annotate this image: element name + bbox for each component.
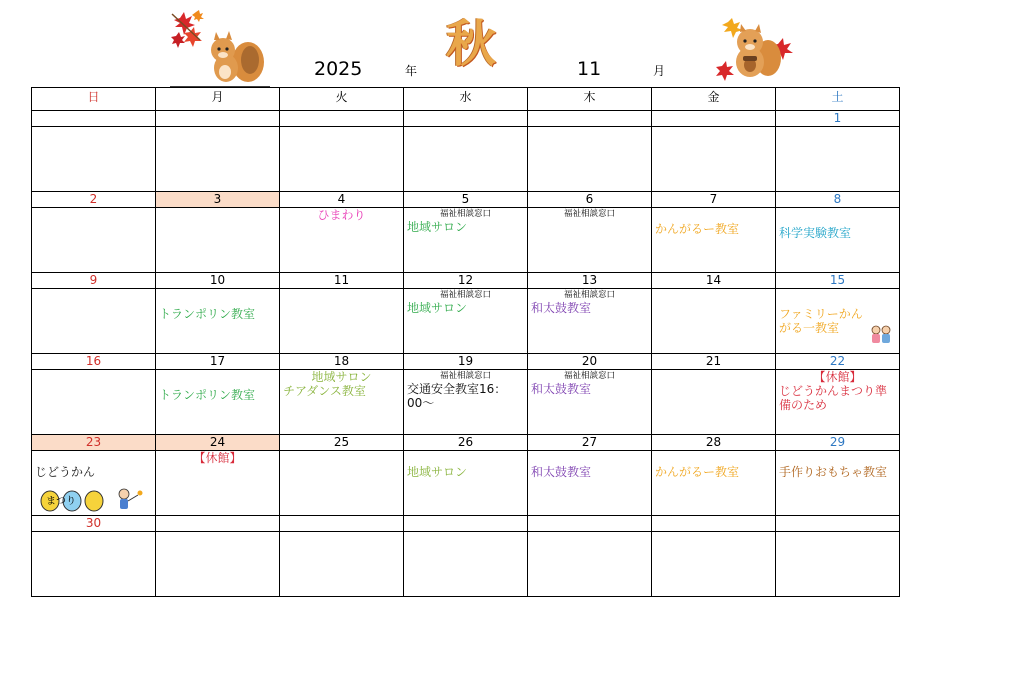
event-trampoline-class: トランポリン教室: [159, 388, 256, 402]
weekday-thursday: 木: [528, 88, 652, 111]
day-number: 7: [652, 192, 776, 208]
day-number: 10: [156, 273, 280, 289]
day-number: 13: [528, 273, 652, 289]
festival-lantern-illustration: [38, 487, 146, 516]
day-number: 22: [776, 354, 900, 370]
event-row: [32, 127, 900, 192]
day-number: [156, 111, 280, 127]
day-number: 11: [280, 273, 404, 289]
day-cell: [404, 127, 528, 192]
day-cell: [776, 127, 900, 192]
festival-label: まつり: [46, 496, 76, 507]
day-cell: [652, 289, 776, 354]
event-community-salon: 地域サロン: [407, 465, 468, 479]
weekday-sunday: 日: [32, 88, 156, 111]
event-trampoline-class: トランポリン教室: [159, 307, 256, 321]
day-cell: [528, 208, 652, 273]
day-number: 26: [404, 435, 528, 451]
day-cell: [528, 451, 652, 516]
day-cell: [156, 370, 280, 435]
event-taiko-class: 和太鼓教室: [531, 382, 592, 396]
day-cell: [156, 289, 280, 354]
event-row: [32, 208, 900, 273]
day-cell: [156, 127, 280, 192]
date-row: [32, 435, 900, 451]
day-number: 30: [32, 516, 156, 532]
day-number: 21: [652, 354, 776, 370]
day-number: [652, 516, 776, 532]
event-taiko-class: 和太鼓教室: [531, 301, 592, 315]
day-cell: [652, 451, 776, 516]
day-cell: [404, 208, 528, 273]
day-number: 6: [528, 192, 652, 208]
date-row: [32, 192, 900, 208]
day-number: 14: [652, 273, 776, 289]
event-row: [32, 289, 900, 354]
calendar-year: 2025: [314, 58, 363, 80]
event-community-salon: 地域サロン: [407, 220, 468, 234]
day-cell: [32, 208, 156, 273]
day-cell: [776, 208, 900, 273]
day-number: 15: [776, 273, 900, 289]
day-cell: [32, 451, 156, 516]
date-row: [32, 354, 900, 370]
day-number: [528, 111, 652, 127]
closed-notice: 【休館】: [813, 370, 862, 384]
closed-notice: 【休館】: [193, 451, 242, 465]
day-cell: [280, 289, 404, 354]
event-row: [32, 370, 900, 435]
squirrel-illustration: [170, 10, 270, 92]
event-row: [32, 532, 900, 597]
closed-reason: じどうかんまつり準備のため: [779, 384, 888, 412]
day-number: [652, 111, 776, 127]
day-number: 29: [776, 435, 900, 451]
day-number-holiday: 24: [156, 435, 280, 451]
event-kangaroo-class: かんがるー教室: [655, 222, 740, 236]
day-cell: [32, 127, 156, 192]
event-welfare-consultation: 福祉相談窓口: [439, 209, 491, 219]
day-number: [404, 516, 528, 532]
weekday-saturday: 土: [776, 88, 900, 111]
day-number: [528, 516, 652, 532]
weekday-monday: 月: [156, 88, 280, 111]
event-kangaroo-class: かんがるー教室: [655, 465, 740, 479]
day-cell: [156, 451, 280, 516]
day-cell: [528, 289, 652, 354]
day-number: [32, 111, 156, 127]
date-row: [32, 273, 900, 289]
day-number: [776, 516, 900, 532]
event-community-salon: 地域サロン: [311, 370, 372, 384]
day-cell: [32, 370, 156, 435]
day-number: 12: [404, 273, 528, 289]
day-cell: [156, 208, 280, 273]
weekday-header-row: [32, 88, 900, 111]
event-taiko-class: 和太鼓教室: [531, 465, 592, 479]
squirrel-acorn-illustration: [716, 18, 794, 86]
day-number: 28: [652, 435, 776, 451]
day-cell: [776, 532, 900, 597]
day-number: 25: [280, 435, 404, 451]
date-row: [32, 516, 900, 532]
weekday-tuesday: 火: [280, 88, 404, 111]
day-cell: [404, 451, 528, 516]
day-cell: [652, 532, 776, 597]
day-cell: [156, 532, 280, 597]
day-number: 20: [528, 354, 652, 370]
day-cell: [652, 370, 776, 435]
calendar-header: [0, 0, 1024, 88]
day-cell: [280, 532, 404, 597]
event-welfare-consultation: 福祉相談窓口: [439, 371, 491, 381]
event-traffic-safety-class: 交通安全教室16：00〜: [407, 382, 507, 410]
event-row: [32, 451, 900, 516]
day-number: [280, 111, 404, 127]
day-cell: [652, 208, 776, 273]
event-cheer-dance-class: チアダンス教室: [283, 384, 366, 398]
event-welfare-consultation: 福祉相談窓口: [563, 290, 615, 300]
event-science-class: 科学実験教室: [779, 226, 852, 240]
date-row: [32, 111, 900, 127]
day-number: 5: [404, 192, 528, 208]
day-number: 16: [32, 354, 156, 370]
squirrel-icon: [211, 31, 264, 82]
weekday-friday: 金: [652, 88, 776, 111]
event-family-kangaroo-class: ファミリーかんがる一教室: [779, 307, 863, 335]
day-number: 1: [776, 111, 900, 127]
day-number: 2: [32, 192, 156, 208]
day-cell: [528, 370, 652, 435]
day-number-holiday: 3: [156, 192, 280, 208]
event-community-salon: 地域サロン: [407, 301, 468, 315]
day-number: [404, 111, 528, 127]
day-cell: [404, 289, 528, 354]
event-welfare-consultation: 福祉相談窓口: [439, 290, 491, 300]
day-cell: [776, 370, 900, 435]
event-jidoukan-festival: じどうかん: [35, 465, 96, 479]
day-cell: [776, 451, 900, 516]
day-cell: [280, 208, 404, 273]
weekday-wednesday: 水: [404, 88, 528, 111]
day-number: [280, 516, 404, 532]
day-number: 19: [404, 354, 528, 370]
day-number: 9: [32, 273, 156, 289]
day-number: 18: [280, 354, 404, 370]
calendar-month: 11: [577, 58, 602, 80]
day-number: 4: [280, 192, 404, 208]
season-title: 秋: [446, 14, 496, 73]
event-welfare-consultation: 福祉相談窓口: [563, 209, 615, 219]
day-cell: [280, 370, 404, 435]
year-suffix: 年: [405, 64, 418, 78]
squirrel-icon: [736, 24, 781, 77]
day-cell: [32, 289, 156, 354]
day-number: 17: [156, 354, 280, 370]
event-handmade-toy-class: 手作りおもちゃ教室: [779, 465, 888, 479]
children-illustration: [869, 324, 893, 350]
day-cell: [652, 127, 776, 192]
calendar-grid: [31, 87, 900, 597]
day-cell: [404, 532, 528, 597]
day-number: [156, 516, 280, 532]
event-welfare-consultation: 福祉相談窓口: [563, 371, 615, 381]
month-suffix: 月: [653, 64, 666, 78]
day-cell: [280, 127, 404, 192]
day-number: 8: [776, 192, 900, 208]
day-cell: [32, 532, 156, 597]
day-cell: [528, 127, 652, 192]
event-himawari: ひまわり: [317, 208, 366, 222]
day-number-holiday: 23: [32, 435, 156, 451]
day-cell: [528, 532, 652, 597]
day-cell: [404, 370, 528, 435]
day-cell: [776, 289, 900, 354]
child-icon: [119, 489, 143, 509]
day-number: 27: [528, 435, 652, 451]
day-cell: [280, 451, 404, 516]
